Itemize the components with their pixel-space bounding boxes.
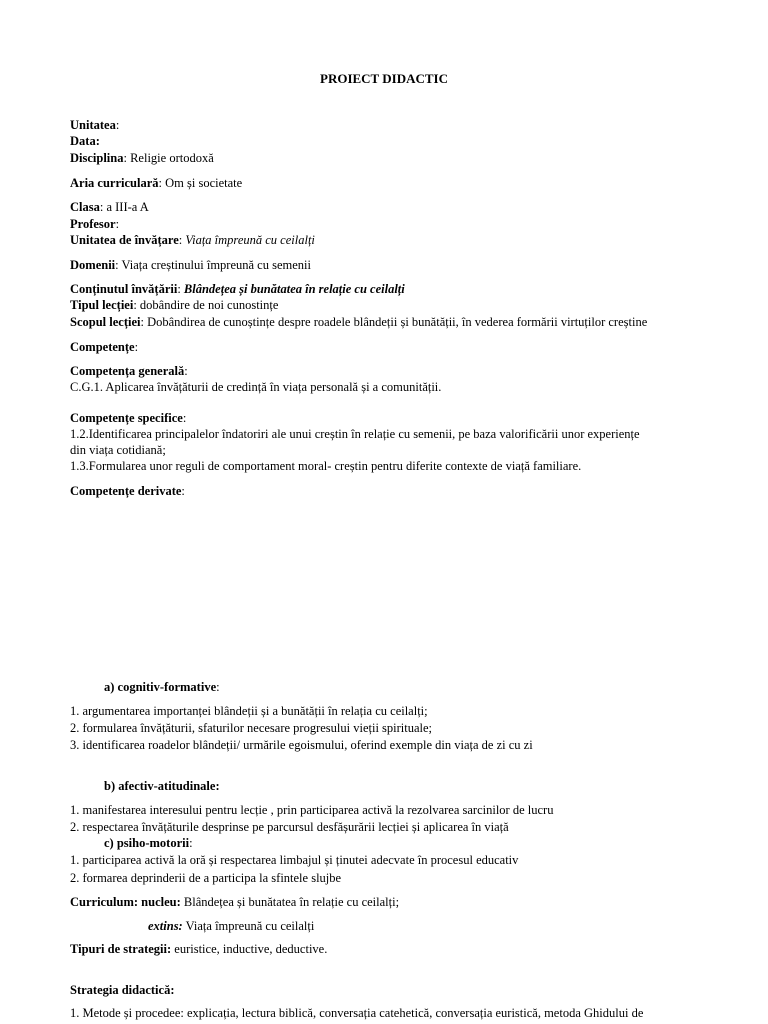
competenta-generala-label: Competența generală (70, 364, 185, 378)
competente-heading (70, 340, 138, 354)
profesor-sep: : (115, 217, 120, 231)
domenii-label: Domenii (70, 258, 116, 272)
curriculum-line (70, 895, 399, 909)
psiho-item: 1. participarea activă la oră și respectarea limbajul și ținutei adecvate în procesul educativ (70, 853, 519, 867)
competente-derivate-sep: : (181, 484, 185, 498)
psiho-heading (104, 836, 193, 850)
competenta-generala-sep: : (184, 364, 188, 378)
cognitive-heading-sep: : (216, 680, 220, 694)
cognitive-item: 1. argumentarea importanței blândeții și a bunătății în relația cu ceilalți; (70, 704, 428, 718)
unitatea-invatare-label: Unitatea de învățare (70, 233, 179, 247)
competente-heading-sep: : (134, 340, 139, 354)
disciplina-value: : Religie ortodoxă (123, 151, 214, 165)
clasa-value: : a III-a A (99, 200, 149, 214)
profesor-label: Profesor (70, 217, 116, 231)
strategii-label: Tipuri de strategii: (70, 942, 172, 956)
unitatea-invatare-value: Viața împreună cu ceilalți (185, 233, 315, 247)
cognitive-item: 3. identificarea roadelor blândeții/ urmările egoismului, oferind exemple din viața de zi cu zi (70, 738, 533, 752)
tipul-label: Tipul lecției (70, 298, 134, 312)
curriculum-extins-value: Viața împreună cu ceilalți (182, 919, 315, 933)
clasa-line (70, 200, 149, 214)
competenta-generala-heading (70, 364, 188, 378)
curriculum-extins-label: extins: (148, 919, 183, 933)
competente-specifice-sep: : (182, 411, 187, 425)
afective-heading: b) afectiv-atitudinale: (104, 779, 220, 793)
afective-item: 2. respectarea învățăturile desprinse pe parcursul desfășurării lecției și aplicarea în viață (70, 820, 509, 834)
curriculum-extins-line (148, 919, 314, 933)
scopul-line (70, 315, 647, 329)
curriculum-nucleu-value: Blândețea și bunătatea în relație cu ceilalți; (180, 895, 400, 909)
tipul-line (70, 298, 278, 312)
competente-derivate-label: Competențe derivate (70, 484, 182, 498)
disciplina-line (70, 151, 214, 165)
unitatea-invatare-line (70, 233, 315, 247)
strategia-didactica-heading: Strategia didactică: (70, 983, 175, 997)
unitatea-line (70, 118, 119, 132)
competenta-specifica-line: din viața cotidiană; (70, 443, 166, 457)
competente-heading-label: Competențe (70, 340, 135, 354)
afective-item: 1. manifestarea interesului pentru lecție , prin participarea activă la rezolvarea sarcinilor de lucru (70, 803, 554, 817)
continutul-label: Conținutul învățării (70, 282, 178, 296)
aria-value: : Om și societate (158, 176, 243, 190)
competenta-specifica-line: 1.3.Formularea unor reguli de comportament moral- creștin pentru diferite contexte de viață familiare. (70, 459, 582, 473)
competenta-generala-text: C.G.1. Aplicarea învățăturii de credință în viața personală și a comunității. (70, 380, 442, 394)
competente-specifice-label: Competențe specifice (70, 411, 183, 425)
psiho-heading-label: c) psiho-motorii (104, 836, 190, 850)
profesor-line (70, 217, 119, 231)
unitatea-sep: : (115, 118, 120, 132)
cognitive-item: 2. formularea învățăturii, sfaturilor necesare progresului vieții spirituale; (70, 721, 433, 735)
disciplina-label: Disciplina (70, 151, 124, 165)
data-label: Data: (70, 134, 100, 148)
continutul-sep: : (177, 282, 184, 296)
strategii-value: euristice, inductive, deductive. (171, 942, 328, 956)
clasa-label: Clasa (70, 200, 100, 214)
scopul-value: : Dobândirea de cunoștințe despre roadele blândeții și bunătății, în vederea formării virtuților creștine (140, 315, 648, 329)
competente-specifice-heading (70, 411, 186, 425)
curriculum-label: Curriculum: nucleu: (70, 895, 181, 909)
aria-line (70, 176, 242, 190)
metode-line: 1. Metode și procedee: explicația, lectura biblică, conversația catehetică, conversația euristică, metoda Ghidului de (70, 1006, 644, 1020)
continutul-line (70, 282, 405, 296)
continutul-value: Blândețea și bunătatea în relație cu ceilalți (183, 282, 405, 296)
scopul-label: Scopul lecției (70, 315, 141, 329)
domenii-value: : Viața creștinului împreună cu semenii (115, 258, 311, 272)
psiho-item: 2. formarea deprinderii de a participa la sfintele slujbe (70, 871, 342, 885)
aria-label: Aria curriculară (70, 176, 159, 190)
competente-derivate-heading (70, 484, 185, 498)
strategii-line (70, 942, 327, 956)
domenii-line (70, 258, 311, 272)
cognitive-heading (104, 680, 220, 694)
competenta-specifica-line: 1.2.Identificarea principalelor îndatoriri ale unui creștin în relație cu semenii, pe baza valorificării unor experiențe (70, 427, 640, 441)
cognitive-heading-label: a) cognitiv-formative (104, 680, 217, 694)
unitatea-label: Unitatea (70, 118, 116, 132)
tipul-value: : dobândire de noi cunostințe (133, 298, 279, 312)
unitatea-invatare-sep: : (178, 233, 186, 247)
page-title: PROIECT DIDACTIC (320, 71, 448, 86)
psiho-heading-sep: : (189, 836, 193, 850)
